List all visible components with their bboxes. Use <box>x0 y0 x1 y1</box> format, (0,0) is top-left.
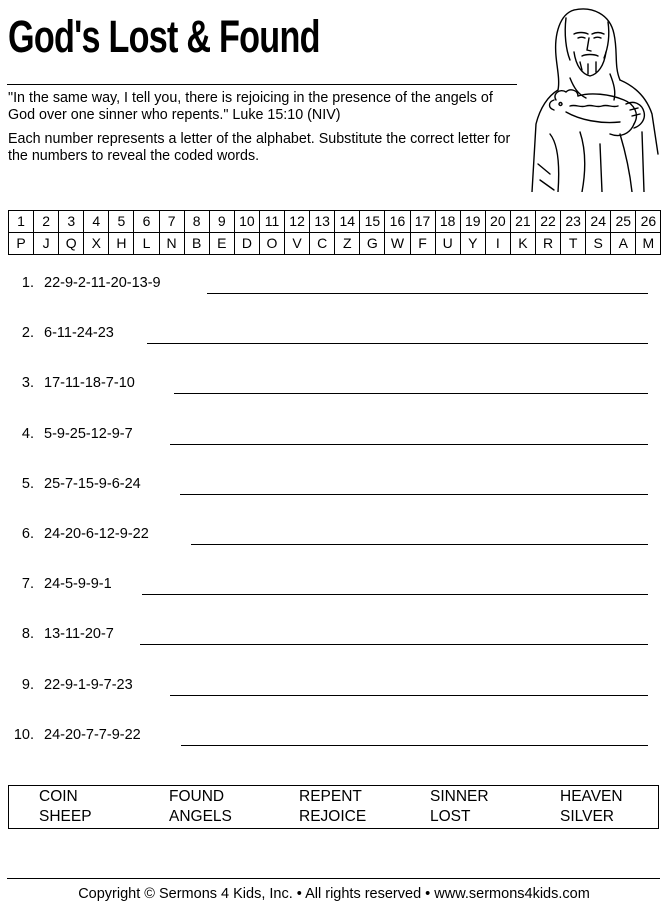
cipher-number-cell: 7 <box>159 211 184 233</box>
cipher-number-cell: 17 <box>410 211 435 233</box>
cipher-letter-cell: N <box>159 233 184 255</box>
cipher-number-cell: 19 <box>460 211 485 233</box>
cipher-letter-cell: B <box>184 233 209 255</box>
cipher-letter-cell: E <box>209 233 234 255</box>
cipher-letter-cell: H <box>109 233 134 255</box>
word-bank-item: HEAVEN <box>560 788 623 805</box>
answer-line[interactable] <box>147 343 648 344</box>
word-bank-item: SILVER <box>560 808 614 825</box>
question-number: 3. <box>21 375 34 392</box>
footer-divider <box>7 878 660 879</box>
cipher-letter-cell: M <box>636 233 661 255</box>
question-row <box>10 674 650 698</box>
question-row <box>10 423 650 447</box>
answer-line[interactable] <box>140 644 648 645</box>
question-number: 5. <box>21 475 34 492</box>
word-bank-item: ANGELS <box>169 808 232 825</box>
word-bank-item: REPENT <box>299 788 362 805</box>
word-bank-item: FOUND <box>169 788 225 805</box>
cipher-letter-cell: C <box>310 233 335 255</box>
question-number: 8. <box>21 626 34 643</box>
coded-word: 5-9-25-12-9-7 <box>44 425 133 442</box>
coded-word: 22-9-1-9-7-23 <box>44 676 133 693</box>
coded-word: 17-11-18-7-10 <box>44 375 135 392</box>
question-row <box>10 623 650 647</box>
question-number: 7. <box>21 576 34 593</box>
cipher-number-cell: 22 <box>535 211 560 233</box>
cipher-number-cell: 20 <box>485 211 510 233</box>
cipher-number-cell: 21 <box>510 211 535 233</box>
question-row <box>10 322 650 346</box>
cipher-letter-cell: X <box>84 233 109 255</box>
cipher-letter-cell: Z <box>335 233 360 255</box>
coded-word: 24-5-9-9-1 <box>44 576 112 593</box>
copyright-footer: Copyright © Sermons 4 Kids, Inc. • All rights reserved • www.sermons4kids.com <box>78 886 590 902</box>
question-number: 10. <box>13 726 34 743</box>
cipher-letter-cell: L <box>134 233 159 255</box>
cipher-letter-cell: R <box>535 233 560 255</box>
coded-word: 25-7-15-9-6-24 <box>44 475 141 492</box>
cipher-letter-cell: T <box>561 233 586 255</box>
cipher-number-cell: 18 <box>435 211 460 233</box>
cipher-number-cell: 15 <box>360 211 385 233</box>
cipher-number-cell: 2 <box>34 211 59 233</box>
cipher-number-cell: 13 <box>310 211 335 233</box>
answer-line[interactable] <box>174 393 648 394</box>
cipher-letter-cell: F <box>410 233 435 255</box>
answer-line[interactable] <box>191 544 648 545</box>
coded-word: 24-20-6-12-9-22 <box>44 526 149 542</box>
cipher-letter-cell: A <box>611 233 636 255</box>
cipher-letter-cell: D <box>234 233 259 255</box>
cipher-letter-cell: V <box>285 233 310 255</box>
question-number: 1. <box>21 275 34 291</box>
question-row <box>10 272 650 296</box>
cipher-number-cell: 26 <box>636 211 661 233</box>
cipher-number-cell: 3 <box>59 211 84 233</box>
answer-line[interactable] <box>170 695 648 696</box>
answer-line[interactable] <box>181 745 648 746</box>
cipher-key-table <box>8 210 661 255</box>
cipher-number-cell: 16 <box>385 211 410 233</box>
cipher-number-cell: 11 <box>259 211 284 233</box>
title-divider <box>7 84 517 85</box>
question-row <box>10 724 650 748</box>
cipher-letter-cell: W <box>385 233 410 255</box>
question-number: 9. <box>21 676 34 693</box>
word-bank-item: SINNER <box>430 788 489 805</box>
cipher-number-cell: 10 <box>234 211 259 233</box>
cipher-number-cell: 8 <box>184 211 209 233</box>
cipher-number-cell: 9 <box>209 211 234 233</box>
question-row <box>10 573 650 597</box>
coded-word: 13-11-20-7 <box>44 626 114 643</box>
cipher-letter-cell: J <box>34 233 59 255</box>
coded-word: 6-11-24-23 <box>44 325 114 342</box>
answer-line[interactable] <box>180 494 648 495</box>
word-bank-item: REJOICE <box>299 808 367 825</box>
coded-word: 24-20-7-7-9-22 <box>44 726 141 743</box>
word-bank <box>8 785 659 829</box>
cipher-letter-cell: O <box>259 233 284 255</box>
cipher-letter-cell: K <box>510 233 535 255</box>
cipher-letter-cell: Q <box>59 233 84 255</box>
answer-line[interactable] <box>207 293 648 294</box>
question-row <box>10 523 650 547</box>
cipher-letters-row <box>9 233 661 255</box>
cipher-number-cell: 4 <box>84 211 109 233</box>
cipher-letter-cell: U <box>435 233 460 255</box>
page-title: God's Lost & Found <box>8 11 320 62</box>
cipher-number-cell: 1 <box>9 211 34 233</box>
question-number: 4. <box>21 425 34 442</box>
cipher-letter-cell: I <box>485 233 510 255</box>
word-bank-item: COIN <box>39 788 78 805</box>
cipher-number-cell: 12 <box>285 211 310 233</box>
cipher-number-cell: 5 <box>109 211 134 233</box>
cipher-number-cell: 24 <box>586 211 611 233</box>
answer-line[interactable] <box>142 594 648 595</box>
jesus-with-lamb-illustration <box>530 4 662 192</box>
answer-line[interactable] <box>170 444 648 445</box>
word-bank-item: LOST <box>430 808 471 825</box>
cipher-letter-cell: P <box>9 233 34 255</box>
cipher-letter-cell: G <box>360 233 385 255</box>
question-row <box>10 372 650 396</box>
cipher-number-cell: 14 <box>335 211 360 233</box>
cipher-number-cell: 23 <box>561 211 586 233</box>
question-number: 2. <box>21 325 34 342</box>
cipher-number-cell: 25 <box>611 211 636 233</box>
cipher-letter-cell: S <box>586 233 611 255</box>
scripture-quote: "In the same way, I tell you, there is rejoicing in the presence of the angels of God over one sinner who repents." Luke 15:10 (NIV) <box>8 90 493 123</box>
coded-word: 22-9-2-11-20-13-9 <box>44 275 161 291</box>
cipher-number-cell: 6 <box>134 211 159 233</box>
word-bank-item: SHEEP <box>39 808 92 825</box>
question-number: 6. <box>21 526 34 542</box>
cipher-numbers-row <box>9 211 661 233</box>
instructions: Each number represents a letter of the alphabet. Substitute the correct letter for the numbers to reveal the coded words. <box>8 131 511 164</box>
cipher-letter-cell: Y <box>460 233 485 255</box>
question-row <box>10 473 650 497</box>
